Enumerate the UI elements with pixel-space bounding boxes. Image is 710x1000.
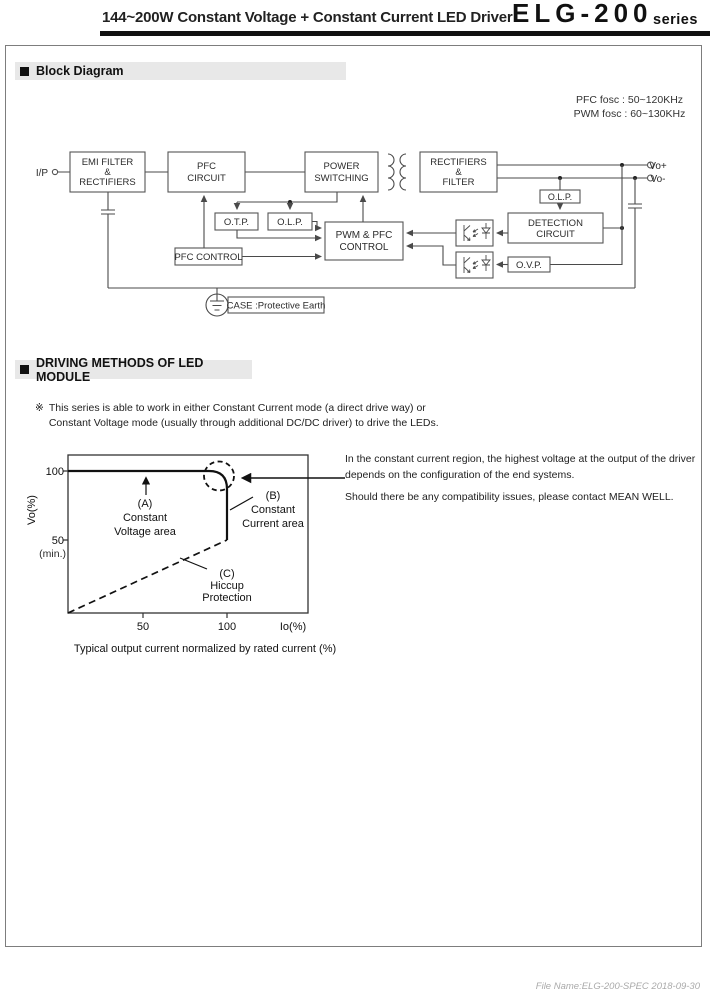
rf-line3: FILTER bbox=[442, 177, 475, 188]
annotation-constant-current bbox=[230, 490, 305, 530]
vo-plus-label: Vo+ bbox=[649, 161, 667, 172]
annotation-a-line3: Voltage area bbox=[114, 526, 176, 538]
annotation-c-line3: Protection bbox=[202, 592, 252, 604]
annotation-b-line1: (B) bbox=[265, 490, 281, 502]
file-info: File Name:ELG-200-SPEC 2018-09-30 bbox=[535, 981, 700, 992]
pfc-circuit-box bbox=[168, 152, 245, 192]
highlight-circle bbox=[204, 462, 234, 491]
olp-primary-box bbox=[268, 213, 312, 230]
protective-earth bbox=[227, 297, 326, 313]
olp-secondary-box bbox=[540, 190, 580, 203]
block-diagram bbox=[0, 140, 710, 330]
det-line1: DETECTION bbox=[528, 218, 583, 229]
transformer-icon bbox=[388, 154, 406, 190]
annotation-a-line2: Constant bbox=[122, 512, 168, 524]
y-tick-50: 50 bbox=[51, 535, 64, 547]
annotation-b-line3: Current area bbox=[242, 518, 304, 530]
olp-secondary-label: O.L.P. bbox=[547, 192, 573, 202]
note-line2: Constant Voltage mode (usually through additional DC/DC driver) to drive the LEDs. bbox=[48, 417, 439, 430]
section-bullet-icon bbox=[20, 67, 29, 76]
annotation-c-line1: (C) bbox=[219, 568, 235, 580]
annotation-constant-voltage bbox=[114, 478, 177, 538]
y-axis-label: Vo(%) bbox=[26, 495, 38, 525]
x-tick-50: 50 bbox=[136, 621, 150, 633]
chart-caption: Typical output current normalized by rated current (%) bbox=[73, 643, 337, 655]
pwm-pfc-control-box bbox=[325, 222, 403, 260]
side-note-line3: Should there be any compatibility issues, please contact MEAN WELL. bbox=[345, 490, 674, 503]
annotation-c-line2: Hiccup bbox=[210, 580, 244, 592]
series-label: series bbox=[653, 12, 698, 28]
reference-mark-icon: ※ bbox=[35, 402, 44, 414]
plot-frame bbox=[63, 455, 308, 618]
section-header-block-diagram bbox=[15, 62, 346, 80]
y-tick-100: 100 bbox=[45, 466, 64, 478]
ps-line2: SWITCHING bbox=[314, 173, 369, 184]
section-title: Block Diagram bbox=[36, 64, 124, 78]
constant-current-explanation bbox=[345, 452, 705, 505]
vi-curve-chart bbox=[20, 440, 350, 668]
section-header-driving-methods bbox=[15, 355, 252, 384]
detection-circuit-box bbox=[508, 213, 603, 243]
rectifiers-filter-box bbox=[420, 152, 497, 192]
rf-line2: & bbox=[455, 167, 462, 178]
optocoupler-icon-top bbox=[456, 220, 493, 246]
pfc-line1: PFC bbox=[197, 161, 216, 172]
annotation-a-line1: (A) bbox=[137, 498, 153, 510]
side-note-line1: In the constant current region, the highest voltage at the output of the driver bbox=[345, 453, 696, 465]
emi-filter-box bbox=[70, 152, 145, 192]
section-bullet-icon bbox=[20, 365, 29, 374]
x-axis-label: Io(%) bbox=[279, 621, 307, 633]
vo-minus-label: Vo- bbox=[650, 174, 666, 185]
otp-label: O.T.P. bbox=[223, 217, 250, 228]
otp-box bbox=[215, 213, 258, 230]
pfc-fosc-text: PFC fosc : 50~120KHz bbox=[575, 94, 684, 106]
driving-methods-note bbox=[35, 401, 439, 431]
ovp-label: O.V.P. bbox=[516, 260, 542, 271]
page-title: 144~200W Constant Voltage + Constant Current LED Driver bbox=[102, 9, 513, 26]
annotation-b-line2: Constant bbox=[250, 504, 296, 516]
rf-line1: RECTIFIERS bbox=[430, 157, 487, 168]
input-terminal-label: I/P bbox=[35, 168, 49, 179]
emi-line2: & bbox=[104, 167, 111, 178]
y-tick-min: (min.) bbox=[39, 548, 66, 560]
x-tick-100: 100 bbox=[217, 621, 237, 633]
side-note-line2: depends on the configuration of the end systems. bbox=[345, 468, 575, 481]
header-rule bbox=[100, 31, 710, 36]
olp-primary-label: O.L.P. bbox=[277, 217, 303, 228]
note-line1: This series is able to work in either Constant Current mode (a direct drive way) or bbox=[48, 402, 426, 414]
pwm-line2: CONTROL bbox=[339, 242, 389, 253]
pwm-fosc-text: PWM fosc : 60~130KHz bbox=[573, 107, 686, 120]
section-title: DRIVING METHODS OF LED MODULE bbox=[36, 355, 204, 384]
case-label: CASE :Protective Earth bbox=[226, 300, 326, 312]
det-line2: CIRCUIT bbox=[536, 229, 575, 240]
pwm-line1: PWM & PFC bbox=[335, 230, 393, 241]
optocoupler-icon-bottom bbox=[456, 252, 493, 278]
oscillator-frequency-note bbox=[552, 94, 707, 121]
pfc-control-label: PFC CONTROL bbox=[174, 252, 243, 263]
emi-line1: EMI FILTER bbox=[81, 157, 134, 168]
model-name: ELG-200 bbox=[512, 0, 653, 28]
annotation-hiccup-protection bbox=[180, 558, 252, 604]
pfc-control-box bbox=[174, 248, 242, 265]
ovp-box bbox=[508, 257, 550, 272]
pfc-line2: CIRCUIT bbox=[187, 173, 226, 184]
emi-line3: RECTIFIERS bbox=[79, 177, 136, 188]
ps-line1: POWER bbox=[323, 161, 360, 172]
power-switching-box bbox=[305, 152, 378, 192]
